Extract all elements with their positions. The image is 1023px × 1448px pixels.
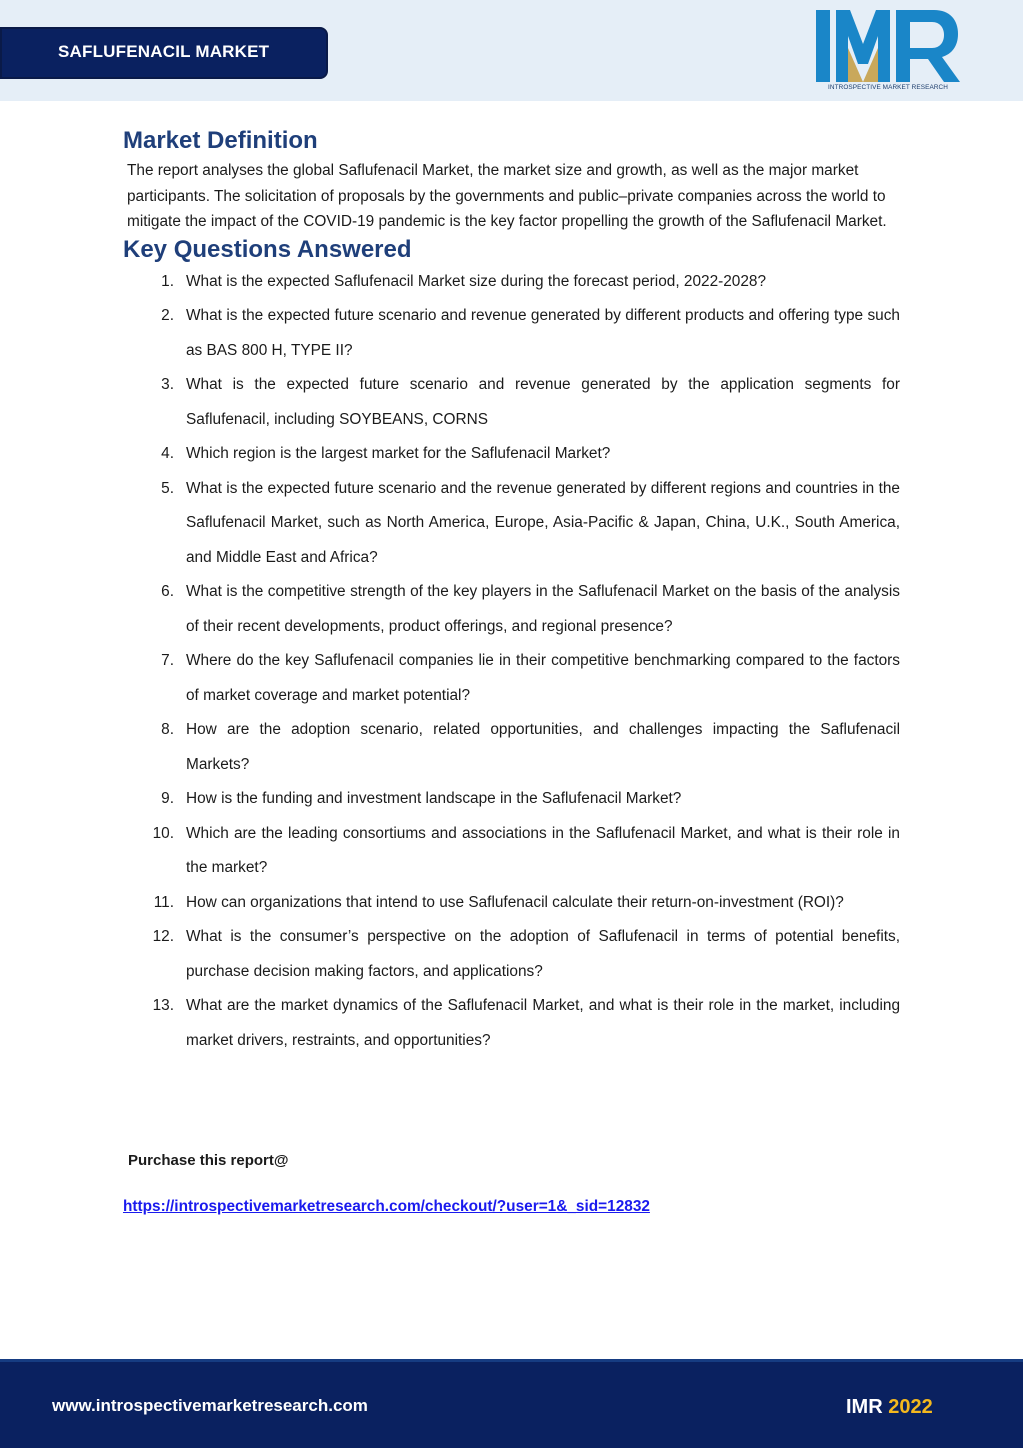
list-item bbox=[123, 437, 903, 472]
list-item bbox=[123, 817, 903, 886]
list-item bbox=[123, 713, 903, 782]
logo-tagline: INTROSPECTIVE MARKET RESEARCH bbox=[828, 84, 948, 91]
list-item bbox=[123, 920, 903, 989]
list-number: 5. bbox=[161, 479, 174, 497]
document-title-tab bbox=[0, 27, 328, 79]
list-number: 12. bbox=[152, 928, 174, 945]
list-text: What are the market dynamics of the Saflufenacil Market, and what is their role in the market, including market drivers, restraints, and opportunities? bbox=[186, 997, 900, 1049]
list-number: 4. bbox=[161, 445, 174, 462]
document-title: SAFLUFENACIL MARKET bbox=[58, 42, 270, 61]
list-number: 11. bbox=[153, 893, 174, 911]
imr-logo-mark bbox=[812, 8, 964, 84]
list-item bbox=[123, 575, 903, 644]
list-number: 13. bbox=[152, 997, 174, 1014]
list-item bbox=[123, 644, 903, 713]
list-item bbox=[123, 299, 903, 368]
list-text: What is the expected Saflufenacil Market size during the forecast period, 2022-2028? bbox=[186, 272, 767, 290]
list-number: 7. bbox=[161, 652, 174, 669]
list-item bbox=[123, 472, 903, 576]
footer-bar bbox=[0, 1359, 1023, 1448]
list-number: 8. bbox=[161, 721, 174, 738]
main-content bbox=[123, 126, 903, 1058]
list-item bbox=[123, 886, 903, 921]
list-text: What is the expected future scenario and revenue generated by the application segments for Saflufenacil, including SOYBEANS, CORNS bbox=[186, 376, 900, 428]
list-text: How can organizations that intend to use Saflufenacil calculate their return-on-investment (ROI)? bbox=[186, 893, 844, 911]
questions-list bbox=[123, 265, 903, 1059]
key-questions-heading: Key Questions Answered bbox=[123, 235, 412, 263]
list-number: 3. bbox=[161, 376, 174, 393]
footer-year: 2022 bbox=[888, 1396, 933, 1418]
market-definition-heading: Market Definition bbox=[123, 127, 318, 154]
footer-website: www.introspectivemarketresearch.com bbox=[52, 1396, 368, 1415]
list-text: Which region is the largest market for the Saflufenacil Market? bbox=[186, 445, 611, 462]
list-number: 6. bbox=[161, 583, 174, 600]
footer-brand-name: IMR bbox=[846, 1396, 883, 1418]
list-text: Where do the key Saflufenacil companies lie in their competitive benchmarking compared to the factors of market coverage and market potential? bbox=[186, 652, 900, 704]
list-text: What is the competitive strength of the key players in the Saflufenacil Market on the basis of the analysis of their recent developments, product offerings, and regional presence? bbox=[186, 583, 900, 635]
list-text: What is the expected future scenario and the revenue generated by different regions and countries in the Saflufenacil Market, such as North America, Europe, Asia-Pacific & Japan, China, U.K., South America, and Middle East and Africa? bbox=[186, 479, 900, 566]
market-definition-text: The report analyses the global Saflufenacil Market, the market size and growth, as well as the major market participants. The solicitation of proposals by the governments and public–private companies across the world to mitigate the impact of the COVID-19 pandemic is the key factor propelling the growth of the Saflufenacil Market. bbox=[127, 162, 887, 230]
imr-logo bbox=[812, 8, 964, 96]
list-item bbox=[123, 368, 903, 437]
list-number: 9. bbox=[161, 790, 174, 807]
purchase-label: Purchase this report@ bbox=[128, 1152, 289, 1169]
list-text: What is the consumer’s perspective on the adoption of Saflufenacil in terms of potential benefits, purchase decision making factors, and applications? bbox=[186, 928, 900, 980]
list-number: 2. bbox=[161, 307, 174, 324]
list-item bbox=[123, 782, 903, 817]
list-number: 10. bbox=[152, 824, 174, 842]
list-text: How is the funding and investment landscape in the Saflufenacil Market? bbox=[186, 790, 682, 807]
list-item bbox=[123, 265, 903, 300]
purchase-link[interactable]: https://introspectivemarketresearch.com/checkout/?user=1&_sid=12832 bbox=[123, 1198, 650, 1215]
list-text: Which are the leading consortiums and associations in the Saflufenacil Market, and what is their role in the market? bbox=[186, 824, 900, 876]
list-text: How are the adoption scenario, related opportunities, and challenges impacting the Saflufenacil Markets? bbox=[186, 721, 900, 773]
list-number: 1. bbox=[161, 272, 174, 290]
list-text: What is the expected future scenario and revenue generated by different products and offering type such as BAS 800 H, TYPE II? bbox=[186, 307, 900, 359]
list-item bbox=[123, 989, 903, 1058]
footer-brand bbox=[846, 1396, 933, 1419]
